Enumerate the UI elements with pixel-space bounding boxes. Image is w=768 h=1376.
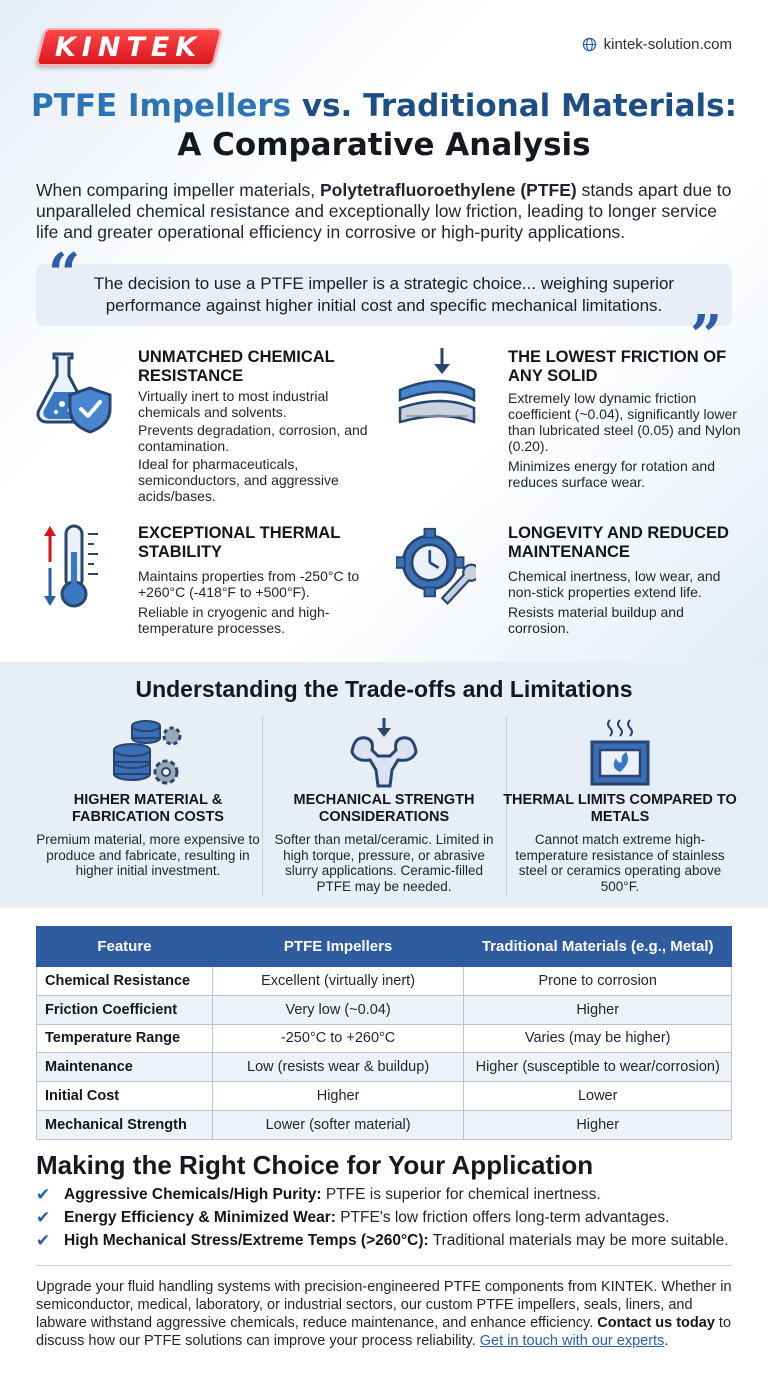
table-cell: Higher — [212, 1082, 464, 1111]
comparison-table — [36, 926, 732, 1140]
table-cell: Higher (susceptible to wear/corrosion) — [464, 1053, 732, 1082]
feature-title: LONGEVITY AND REDUCED MAINTENANCE — [508, 524, 729, 561]
feature-point: Maintains properties from -250°C to +260°C (-418°F to +500°F). — [138, 568, 360, 600]
table-header: Traditional Materials (e.g., Metal) — [464, 927, 732, 967]
table-cell: Temperature Range — [37, 1024, 213, 1053]
feature-point: Ideal for pharmaceuticals, semiconductors, and aggressive acids/bases. — [138, 456, 339, 504]
feature-point: Chemical inertness, low wear, and non-stick properties extend life. — [508, 568, 721, 600]
footer-paragraph: Upgrade your fluid handling systems with precision-engineered PTFE components from KINTEK. Whether in semiconductor, medical, laboratory, or industrial sectors, our custom PTFE impellers, seals, liners, and labware withstand aggressive chemicals, reduce maintenance, and enhance efficiency. Contact us today to discuss how our PTFE solutions can improve your process reliability. Get in touch with our experts. — [36, 1279, 732, 1349]
page-title-line2: A Comparative Analysis — [177, 127, 591, 163]
close-quote-icon: ” — [690, 303, 723, 369]
table-cell: Low (resists wear & buildup) — [212, 1053, 464, 1082]
furnace-icon — [582, 716, 658, 788]
table-cell: Excellent (virtually inert) — [212, 967, 464, 996]
table-cell: Initial Cost — [37, 1082, 213, 1111]
contact-cta: Contact us today — [597, 1315, 715, 1331]
table-cell: Lower (softer material) — [212, 1110, 464, 1139]
table-cell: Prone to corrosion — [464, 967, 732, 996]
gear-clock-wrench-icon — [396, 522, 476, 612]
table-row — [37, 967, 732, 996]
table-cell: Varies (may be higher) — [464, 1024, 732, 1053]
kintek-logo[interactable]: KINTEK — [35, 28, 222, 66]
table-cell: -250°C to +260°C — [212, 1024, 464, 1053]
table-header: Feature — [37, 927, 213, 967]
table-row — [37, 1053, 732, 1082]
table-cell: Mechanical Strength — [37, 1110, 213, 1139]
checkmark-icon: ✔ — [36, 1231, 51, 1250]
coins-gears-icon — [110, 716, 186, 788]
table-cell: Higher — [464, 995, 732, 1024]
tradeoff-title: MECHANICAL STRENGTH CONSIDERATIONS — [293, 792, 475, 825]
feature-point: Reliable in cryogenic and high-temperature processes. — [138, 604, 330, 636]
table-row — [37, 1110, 732, 1139]
contact-experts-link[interactable]: Get in touch with our experts — [479, 1333, 665, 1349]
table-header-row — [37, 927, 732, 967]
thermometer-icon — [36, 522, 116, 612]
divider — [36, 1265, 732, 1266]
table-cell: Lower — [464, 1082, 732, 1111]
checkmark-icon: ✔ — [36, 1208, 51, 1227]
website-link[interactable] — [582, 36, 732, 53]
feature-thermal-stability — [36, 522, 376, 642]
feature-point: Virtually inert to most industrial chemicals and solvents. — [138, 388, 329, 420]
page-title-line1: PTFE Impellers vs. Traditional Materials: — [31, 88, 737, 124]
table-row — [37, 1024, 732, 1053]
feature-chemical-resistance — [36, 346, 376, 506]
feature-longevity — [396, 522, 736, 642]
globe-icon — [582, 37, 597, 52]
choice-list — [36, 1186, 746, 1255]
table-cell: Very low (~0.04) — [212, 995, 464, 1024]
quote-box — [36, 264, 732, 326]
feature-title: UNMATCHED CHEMICAL RESISTANCE — [138, 348, 335, 385]
table-cell: Friction Coefficient — [37, 995, 213, 1024]
feature-point: Resists material buildup and corrosion. — [508, 604, 684, 636]
table-cell: Chemical Resistance — [37, 967, 213, 996]
table-cell: Maintenance — [37, 1053, 213, 1082]
list-item: ✔ Aggressive Chemicals/High Purity: PTFE is superior for chemical inertness. — [36, 1185, 601, 1204]
feature-title: EXCEPTIONAL THERMAL STABILITY — [138, 524, 340, 561]
feature-point: Prevents degradation, corrosion, and contamination. — [138, 422, 368, 454]
friction-surface-icon — [396, 346, 476, 436]
flask-shield-icon — [36, 346, 116, 436]
list-item: ✔ High Mechanical Stress/Extreme Temps (>260°C): Traditional materials may be more suitable. — [36, 1231, 729, 1250]
feature-low-friction — [396, 346, 741, 506]
quote-text: The decision to use a PTFE impeller is a strategic choice... weighing superior performance against higher initial cost and specific mechanical limitations. — [93, 274, 675, 315]
tradeoff-text: Softer than metal/ceramic. Limited in high torque, pressure, or abrasive slurry applications. Ceramic-filled PTFE may be needed. — [274, 832, 494, 894]
table-header: PTFE Impellers — [212, 927, 464, 967]
tradeoffs-title: Understanding the Trade-offs and Limitations — [135, 676, 633, 702]
tradeoff-title: THERMAL LIMITS COMPARED TO METALS — [503, 792, 737, 825]
list-item: ✔ Energy Efficiency & Minimized Wear: PTFE's low friction offers long-term advantages. — [36, 1208, 670, 1227]
table-row — [37, 1082, 732, 1111]
feature-point: Extremely low dynamic friction coefficient (~0.04), significantly lower than lubricated steel (0.05) and Nylon (0.20). — [508, 390, 741, 454]
strong-arm-icon — [346, 716, 422, 788]
table-cell: Higher — [464, 1110, 732, 1139]
checkmark-icon: ✔ — [36, 1185, 51, 1204]
intro-paragraph: When comparing impeller materials, Polytetrafluoroethylene (PTFE) stands apart due to unparalleled chemical resistance and exceptionally low friction, leading to longer service life and greater operational efficiency in corrosive or high-purity applications. — [36, 180, 732, 242]
tradeoff-title: HIGHER MATERIAL & FABRICATION COSTS — [72, 792, 224, 825]
open-quote-icon: “ — [48, 241, 81, 307]
choice-title: Making the Right Choice for Your Application — [36, 1150, 594, 1180]
feature-point: Minimizes energy for rotation and reduces surface wear. — [508, 458, 715, 490]
tradeoff-text: Cannot match extreme high-temperature resistance of stainless steel or ceramics operating above 500°F. — [515, 832, 725, 894]
feature-title: THE LOWEST FRICTION OF ANY SOLID — [508, 348, 727, 385]
tradeoff-text: Premium material, more expensive to produce and fabricate, resulting in higher initial investment. — [36, 832, 260, 878]
table-row — [37, 995, 732, 1024]
website-text: kintek-solution.com — [603, 36, 732, 53]
